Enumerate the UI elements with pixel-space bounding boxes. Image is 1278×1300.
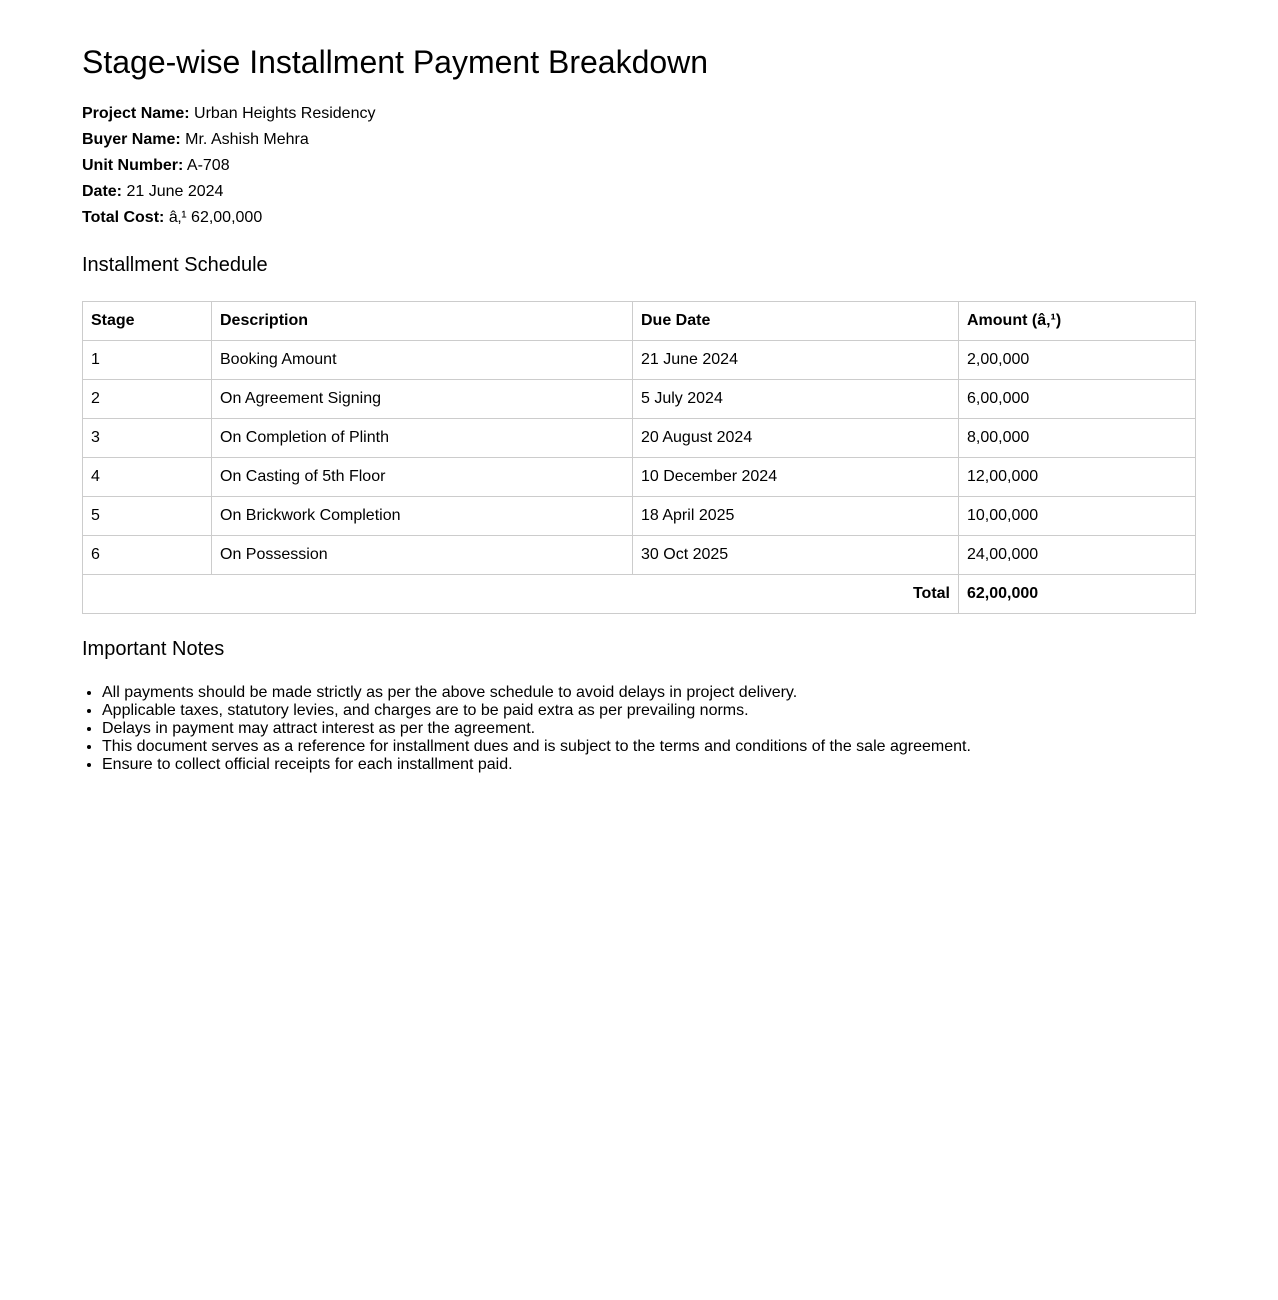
header-stage: Stage	[83, 302, 212, 341]
installment-schedule-section	[82, 253, 1196, 614]
header-due-date: Due Date	[633, 302, 959, 341]
important-notes-section	[82, 637, 1196, 774]
meta-value: Mr. Ashish Mehra	[185, 131, 309, 148]
section-heading-notes: Important Notes	[82, 638, 225, 660]
cell-due-date: 10 December 2024	[633, 458, 959, 497]
meta-label: Total Cost:	[82, 209, 165, 226]
cell-due-date: 30 Oct 2025	[633, 536, 959, 575]
cell-description: On Possession	[212, 536, 633, 575]
section-heading-schedule: Installment Schedule	[82, 254, 268, 276]
header-description: Description	[212, 302, 633, 341]
cell-description: On Agreement Signing	[212, 380, 633, 419]
meta-unit-number	[82, 153, 1196, 179]
meta-buyer-name	[82, 127, 1196, 153]
meta-label: Project Name:	[82, 105, 190, 122]
meta-date	[82, 179, 1196, 205]
cell-amount: 24,00,000	[959, 536, 1196, 575]
cell-stage: 1	[83, 341, 212, 380]
cell-amount: 10,00,000	[959, 497, 1196, 536]
cell-due-date: 20 August 2024	[633, 419, 959, 458]
total-label: Total	[83, 575, 959, 614]
meta-value: â‚¹ 62,00,000	[168, 209, 263, 226]
cell-amount: 8,00,000	[959, 419, 1196, 458]
notes-list	[82, 684, 1196, 774]
list-item: • Delays in payment may attract interest as per the agreement.	[102, 720, 1196, 738]
meta-label: Unit Number:	[82, 157, 184, 174]
cell-amount: 2,00,000	[959, 341, 1196, 380]
table-row	[83, 458, 1196, 497]
table-row	[83, 497, 1196, 536]
meta-label: Buyer Name:	[82, 131, 181, 148]
table-row	[83, 536, 1196, 575]
cell-stage: 4	[83, 458, 212, 497]
table-total-row	[83, 575, 1196, 614]
cell-stage: 6	[83, 536, 212, 575]
cell-stage: 2	[83, 380, 212, 419]
list-item: • This document serves as a reference for installment dues and is subject to the terms and conditions of the sale agreement.	[102, 738, 1196, 756]
list-item: • All payments should be made strictly as per the above schedule to avoid delays in project delivery.	[102, 684, 1196, 702]
cell-description: On Completion of Plinth	[212, 419, 633, 458]
meta-value: 21 June 2024	[126, 183, 224, 200]
table-row	[83, 341, 1196, 380]
cell-description: Booking Amount	[212, 341, 633, 380]
meta-total-cost	[82, 205, 1196, 231]
meta-project-name	[82, 101, 1196, 127]
page-title: Stage-wise Installment Payment Breakdown	[82, 44, 709, 80]
cell-due-date: 5 July 2024	[633, 380, 959, 419]
cell-due-date: 21 June 2024	[633, 341, 959, 380]
project-details	[82, 101, 1196, 231]
header-amount: Amount (â‚¹)	[959, 302, 1196, 341]
meta-value: A-708	[186, 157, 230, 174]
meta-value: Urban Heights Residency	[194, 105, 376, 122]
cell-stage: 5	[83, 497, 212, 536]
cell-due-date: 18 April 2025	[633, 497, 959, 536]
table-row	[83, 380, 1196, 419]
meta-label: Date:	[82, 183, 123, 200]
cell-amount: 12,00,000	[959, 458, 1196, 497]
total-value: 62,00,000	[959, 575, 1196, 614]
installment-table	[82, 301, 1196, 614]
list-item: • Applicable taxes, statutory levies, and charges are to be paid extra as per prevailing norms.	[102, 702, 1196, 720]
list-item: • Ensure to collect official receipts for each installment paid.	[102, 756, 1196, 774]
cell-description: On Casting of 5th Floor	[212, 458, 633, 497]
table-header-row	[83, 302, 1196, 341]
cell-stage: 3	[83, 419, 212, 458]
table-row	[83, 419, 1196, 458]
cell-description: On Brickwork Completion	[212, 497, 633, 536]
cell-amount: 6,00,000	[959, 380, 1196, 419]
